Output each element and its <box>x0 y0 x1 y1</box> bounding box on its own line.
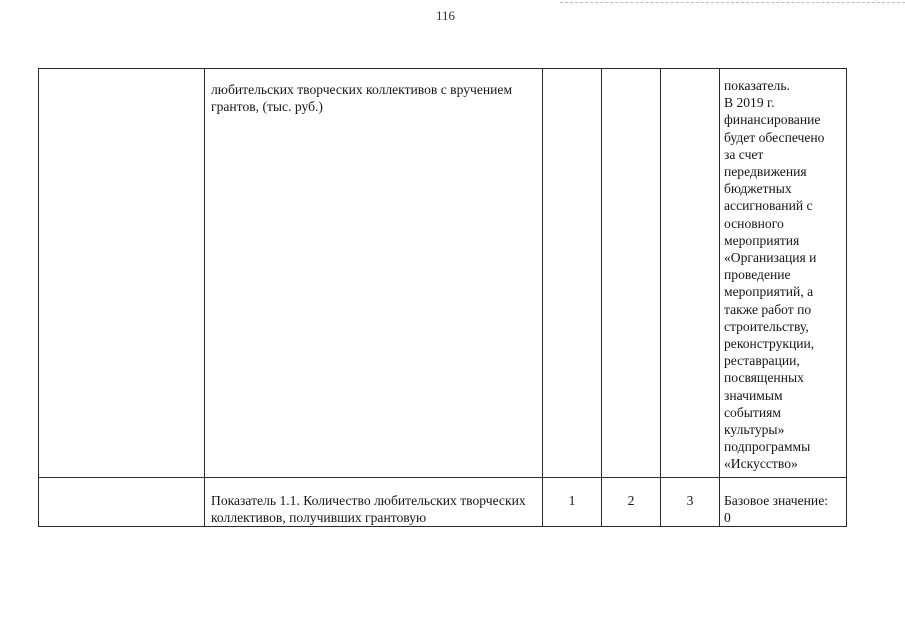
top-edge-rule <box>560 2 905 3</box>
measure-name-cell <box>205 69 543 478</box>
measure-name-text: любительских творческих коллективов с вручением грантов, (тыс. руб.) <box>211 82 513 115</box>
base-value-text: Базовое значение: 0 <box>724 493 829 526</box>
value-cell <box>602 478 661 527</box>
value-cell <box>661 69 720 478</box>
blank-cell <box>39 69 205 478</box>
table-row <box>39 69 847 478</box>
program-table <box>38 68 847 527</box>
blank-cell <box>39 478 205 527</box>
value-cell <box>661 478 720 527</box>
indicator-name-cell <box>205 478 543 527</box>
value-cell <box>543 478 602 527</box>
table-row <box>39 478 847 527</box>
value-cell <box>602 69 661 478</box>
note-cell <box>720 478 847 527</box>
value-text: 3 <box>686 493 694 508</box>
page-number: 116 <box>436 8 456 23</box>
value-text: 2 <box>627 493 635 508</box>
note-cell <box>720 69 847 478</box>
note-text: показатель. В 2019 г. финансирование будет обеспечено за счет передвижения бюджетных ассигнований с основного мероприятия «Организация и проведение мероприятий, а также работ по строительству, реконструкции, реставрации, посвященных значимым событиям культуры» подпрограммы «Искусство» <box>724 78 825 472</box>
indicator-name-text: Показатель 1.1. Количество любительских творческих коллективов, получивших грантовую <box>211 493 526 526</box>
value-cell <box>543 69 602 478</box>
value-text: 1 <box>568 493 576 508</box>
